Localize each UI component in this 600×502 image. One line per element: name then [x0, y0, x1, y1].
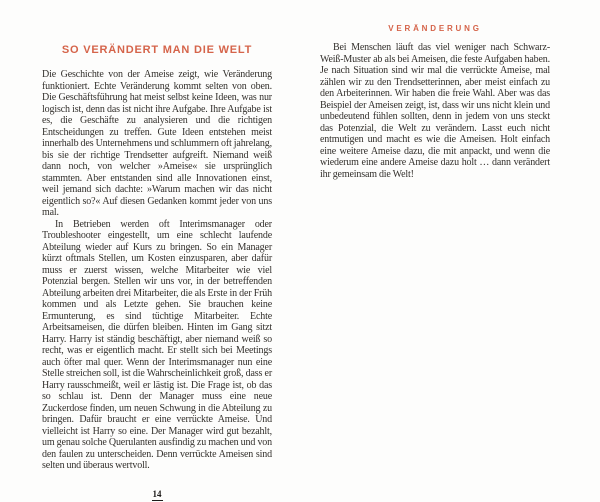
chapter-heading: SO VERÄNDERT MAN DIE WELT	[61, 44, 253, 56]
page-number-container	[42, 484, 272, 502]
page-number: 14	[152, 488, 162, 499]
body-paragraph: Die Geschichte von der Ameise zeigt, wie Veränderung funktioniert. Echte Veränderung kommt selten von oben. Die Geschäftsführung hat meist selbst keine Ideen, was nur logisch ist, denn das ist nicht ihre Aufgabe. Ihre Aufgabe ist es, die Geschäfte zu analysieren und die richtigen Entscheidungen zu treffen. Gute Ideen entstehen meist innerhalb des Unternehmens und schlummern oft jahrelang, bis sie der richtige Trendsetter aufgreift. Niemand weiß dann noch, von welcher »Ameise« sie ursprünglich stammten. Aber entstanden sind alle Innovationen einst, weil jemand sich dachte: »Warum machen wir das nicht eigentlich so?« Auf diesen Gedanken kommt jeder von uns mal.	[42, 69, 272, 218]
right-page-body	[320, 42, 550, 180]
body-paragraph: Bei Menschen läuft das viel weniger nach Schwarz-Weiß-Muster ab als bei Ameisen, die feste Aufgaben haben. Je nach Situation sind wir mal die verrückte Ameise, mal zählen wir zu den Trendsetterinnen, aber meist einfach zu den Arbeiterinnen. Wir haben die freie Wahl. Aber was das Beispiel der Ameisen zeigt, ist, dass wir uns nicht klein und unbedeutend fühlen sollten, denn in jedem von uns steckt das Potenzial, die Welt zu verändern. Lasst euch nicht entmutigen und macht es wie die Ameisen. Holt einfach eine weitere Ameise dazu, die mit anpackt, und wenn die wiederum eine andere Ameise dazu holt … dann verändert ihr gemeinsam die Welt!	[320, 42, 550, 180]
running-header: VERÄNDERUNG	[388, 24, 482, 33]
left-page-body	[42, 69, 272, 472]
left-page	[42, 0, 272, 499]
body-paragraph: In Betrieben werden oft Interimsmanager oder Troubleshooter eingestellt, um eine schlecht laufende Abteilung wieder auf Kurs zu bringen. So ein Manager kürzt oftmals Stellen, um Kosten einzusparen, aber dafür muss er zuerst wissen, welche Mitarbeiter wie viel Potenzial bergen. Stellen wir uns vor, in der betreffenden Abteilung arbeiten drei Mitarbeiter, die als Erste in der Früh kommen und als Letzte gehen. Sie brauchen keine Ermunterung, es sind tüchtige Mitarbeiter. Echte Arbeitsameisen, die dürfen bleiben. Hinten im Gang sitzt Harry. Harry ist ständig beschäftigt, aber niemand weiß so recht, was er eigentlich macht. Er stellt sich bei Meetings auch öfter mal quer. Wenn der Interimsmanager nun eine Stelle streichen soll, ist die Wahrscheinlichkeit groß, dass er Harry rausschmeißt, weil er lästig ist. Die Frage ist, ob das so schlau ist. Denn der Manager muss eine neue Zuckerdose finden, um neuen Schwung in die Abteilung zu bringen. Dafür braucht er eine verrückte Ameise. Und vielleicht ist Harry so eine. Der Manager wird gut bezahlt, um genau solche Querulanten ausfindig zu machen und von den faulen zu unterscheiden. Denn verrückte Ameisen sind selten und überaus wertvoll.	[42, 218, 272, 471]
right-page	[320, 0, 550, 463]
